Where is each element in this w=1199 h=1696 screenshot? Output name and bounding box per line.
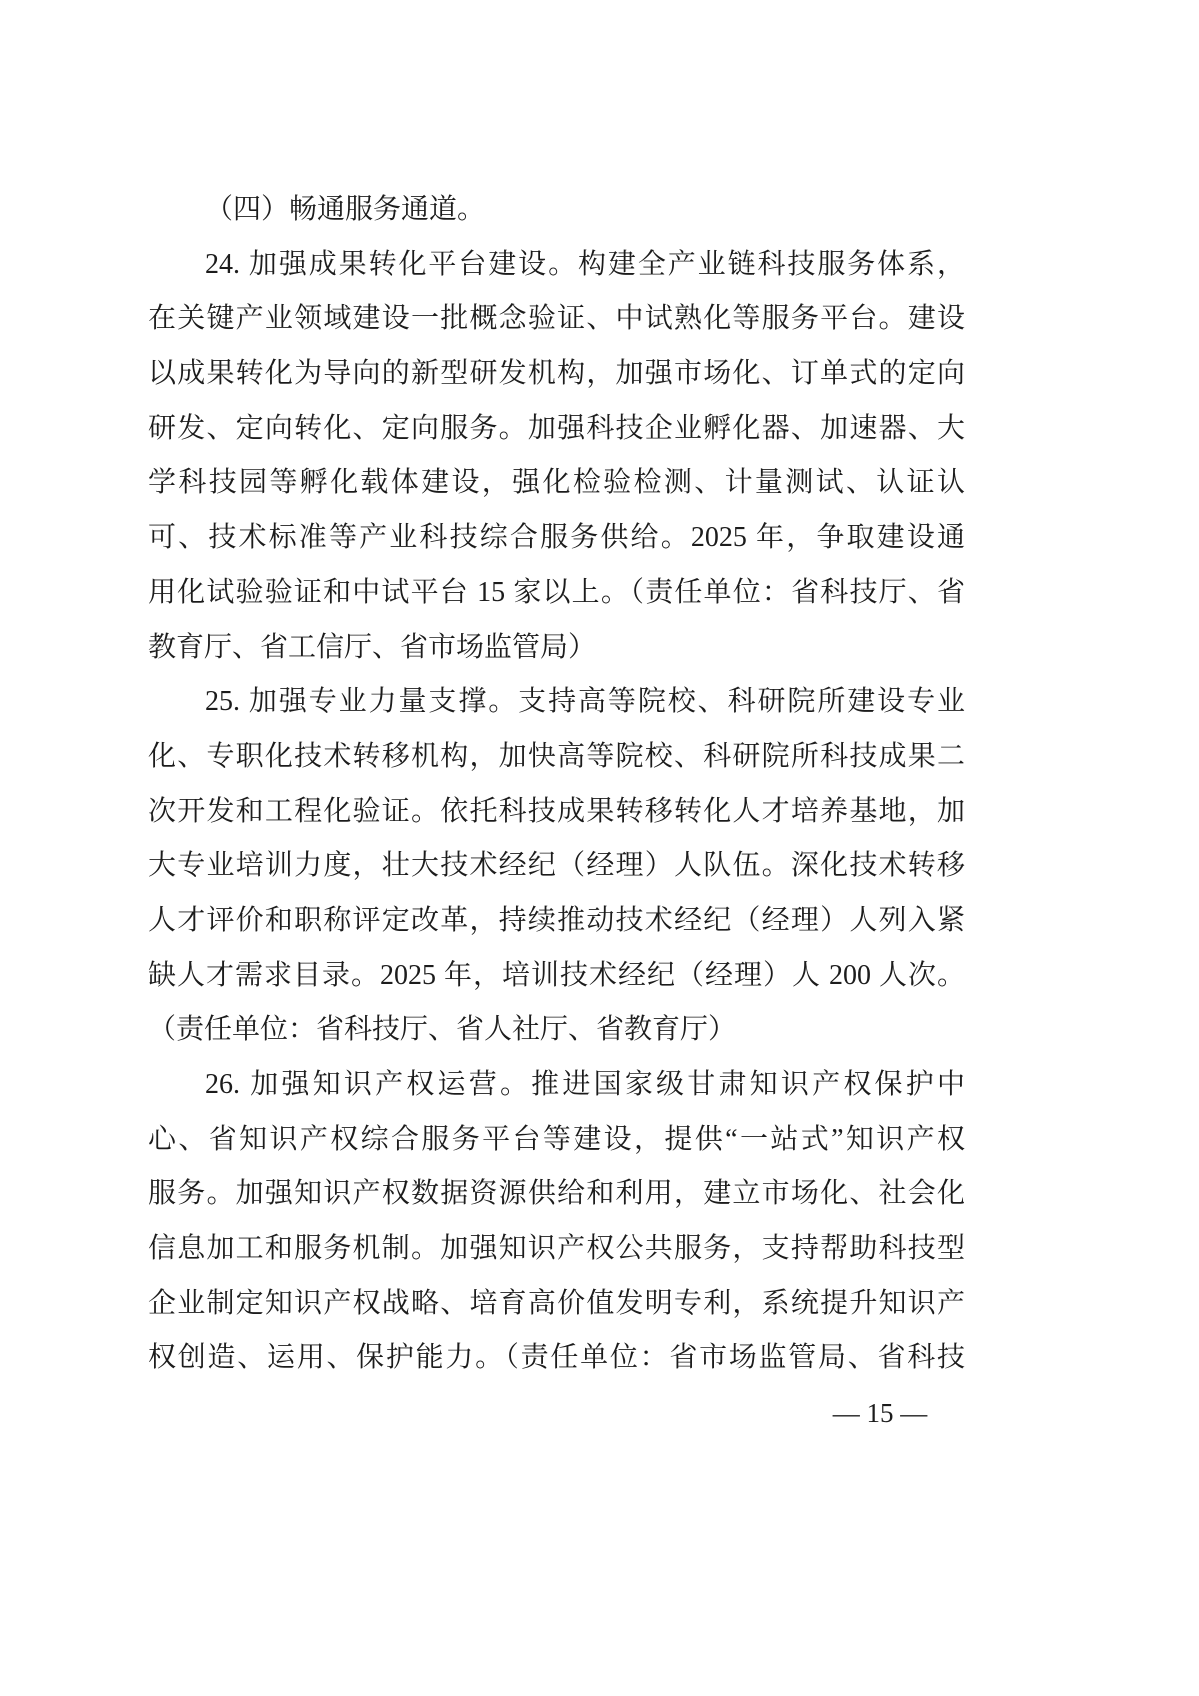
paragraph-line: 在关键产业领域建设一批概念验证、中试熟化等服务平台。建设 — [148, 303, 965, 335]
paragraph-line: 权创造、运用、保护能力。（责任单位：省市场监管局、省科技 — [148, 1342, 965, 1374]
paragraph-line: 教育厅、省工信厅、省市场监管局） — [148, 631, 597, 663]
paragraph-25 — [148, 675, 965, 1058]
paragraph-line: 研发、定向转化、定向服务。加强科技企业孵化器、加速器、大 — [148, 412, 965, 444]
paragraph-line: 26. 加强知识产权运营。推进国家级甘肃知识产权保护中 — [205, 1069, 965, 1100]
paragraph-line: 服务。加强知识产权数据资源供给和利用，建立市场化、社会化 — [148, 1178, 965, 1210]
paragraph-26 — [148, 1058, 965, 1386]
paragraph-line: （责任单位：省科技厅、省人社厅、省教育厅） — [148, 1014, 737, 1046]
paragraph-line: 24. 加强成果转化平台建设。构建全产业链科技服务体系， — [205, 248, 965, 280]
page-number: — 15 — — [832, 1398, 928, 1428]
section-heading: （四）畅通服务通道。 — [205, 194, 486, 225]
paragraph-24 — [148, 238, 965, 676]
paragraph-line: 学科技园等孵化载体建设，强化检验检测、计量测试、认证认 — [148, 467, 965, 499]
paragraph-line: 可、技术标准等产业科技综合服务供给。2025 年，争取建设通 — [148, 522, 965, 554]
paragraph-line: 人才评价和职称评定改革，持续推动技术经纪（经理）人列入紧 — [148, 904, 965, 936]
paragraph-line: 大专业培训力度，壮大技术经纪（经理）人队伍。深化技术转移 — [148, 850, 965, 882]
paragraph-line: 信息加工和服务机制。加强知识产权公共服务，支持帮助科技型 — [148, 1233, 965, 1265]
paragraph-line: 化、专职化技术转移机构，加快高等院校、科研院所科技成果二 — [148, 740, 965, 772]
paragraph-line: 企业制定知识产权战略、培育高价值发明专利，系统提升知识产 — [148, 1287, 965, 1319]
paragraph-line: 用化试验验证和中试平台 15 家以上。（责任单位：省科技厅、省 — [148, 576, 965, 608]
paragraph-line: 以成果转化为导向的新型研发机构，加强市场化、订单式的定向 — [148, 358, 965, 390]
paragraph-line: 次开发和工程化验证。依托科技成果转移转化人才培养基地，加 — [148, 795, 965, 827]
paragraph-line: 心、省知识产权综合服务平台等建设，提供“一站式”知识产权 — [148, 1123, 965, 1155]
paragraph-line: 缺人才需求目录。2025 年，培训技术经纪（经理）人 200 人次。 — [148, 959, 965, 991]
paragraph-line: 25. 加强专业力量支撑。支持高等院校、科研院所建设专业 — [205, 686, 965, 718]
document-body — [148, 183, 965, 1386]
